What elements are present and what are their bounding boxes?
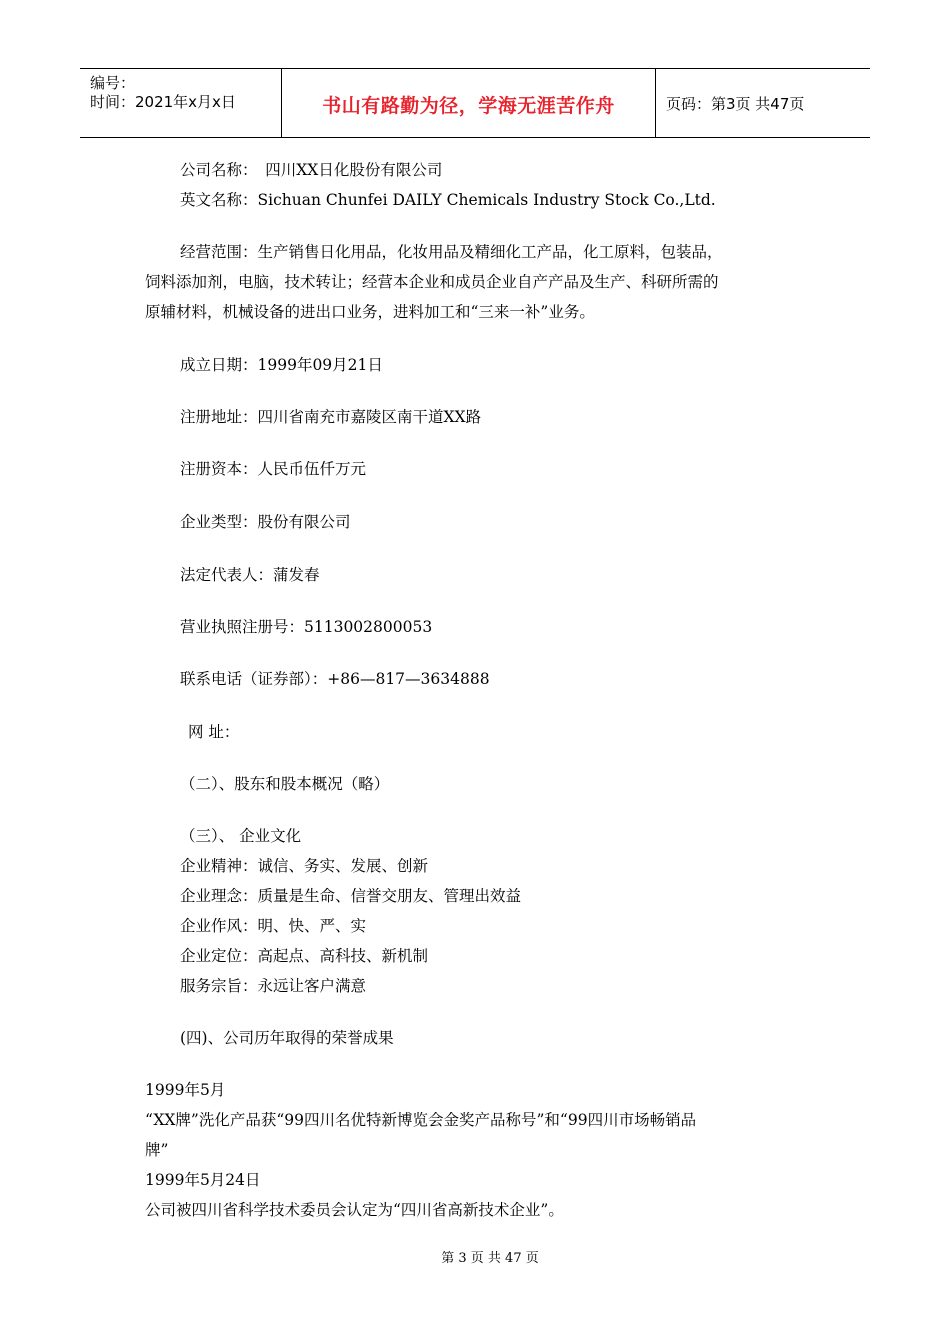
business-scope-line-2: 饲料添加剂，电脑，技术转让；经营本企业和成员企业自产产品及生产、科研所需的: [145, 273, 719, 291]
business-scope-line-1: 经营范围：生产销售日化用品，化妆用品及精细化工产品，化工原料，包装品，: [180, 243, 723, 261]
time-label: 时间：2021年x月x日: [90, 93, 236, 111]
header-motto-cell: [282, 69, 656, 137]
honor-text-1b: 牌”: [145, 1141, 169, 1159]
page-header: [80, 68, 870, 138]
service-tenet: 服务宗旨：永远让客户满意: [180, 977, 367, 995]
company-name: 公司名称： 四川XX日化股份有限公司: [180, 161, 443, 179]
registered-address: 注册地址：四川省南充市嘉陵区南干道XX路: [180, 408, 482, 426]
registered-capital: 注册资本：人民币伍仟万元: [180, 460, 367, 478]
legal-representative: 法定代表人：蒲发春: [180, 566, 320, 584]
number-label: 编号：: [90, 74, 136, 92]
motto: 书山有路勤为径，学海无涯苦作舟: [322, 95, 615, 117]
enterprise-style: 企业作风：明、快、严、实: [180, 917, 367, 935]
honor-date-1: 1999年5月: [145, 1081, 226, 1099]
business-scope-line-3: 原辅材料，机械设备的进出口业务，进料加工和“三来一补”业务。: [145, 303, 595, 321]
header-meta-cell: [80, 69, 282, 137]
website: 网 址：: [188, 723, 240, 741]
section-3-heading: （三）、 企业文化: [180, 827, 302, 845]
header-page-cell: [656, 69, 870, 137]
established-date: 成立日期：1999年09月21日: [180, 356, 383, 374]
enterprise-philosophy: 企业理念：质量是生命、信誉交朋友、管理出效益: [180, 887, 522, 905]
contact-phone: 联系电话（证券部）：+86—817—3634888: [180, 670, 490, 688]
business-license: 营业执照注册号：5113002800053: [180, 618, 433, 636]
enterprise-positioning: 企业定位：高起点、高科技、新机制: [180, 947, 429, 965]
page-info: 页码：第3页 共47页: [666, 95, 805, 113]
honor-text-1a: “XX牌”洗化产品获“99四川名优特新博览会金奖产品称号”和“99四川市场畅销品: [145, 1111, 697, 1129]
honor-date-2: 1999年5月24日: [145, 1171, 261, 1189]
section-2-heading: （二）、股东和股本概况（略）: [180, 775, 390, 793]
honor-text-2: 公司被四川省科学技术委员会认定为“四川省高新技术企业”。: [145, 1201, 564, 1219]
section-4-heading: (四)、公司历年取得的荣誉成果: [180, 1029, 394, 1047]
page-footer: 第 3 页 共 47 页: [441, 1251, 539, 1266]
english-name: 英文名称：Sichuan Chunfei DAILY Chemicals Industry Stock Co.,Ltd.: [180, 191, 716, 209]
enterprise-type: 企业类型：股份有限公司: [180, 513, 351, 531]
enterprise-spirit: 企业精神：诚信、务实、发展、创新: [180, 857, 429, 875]
